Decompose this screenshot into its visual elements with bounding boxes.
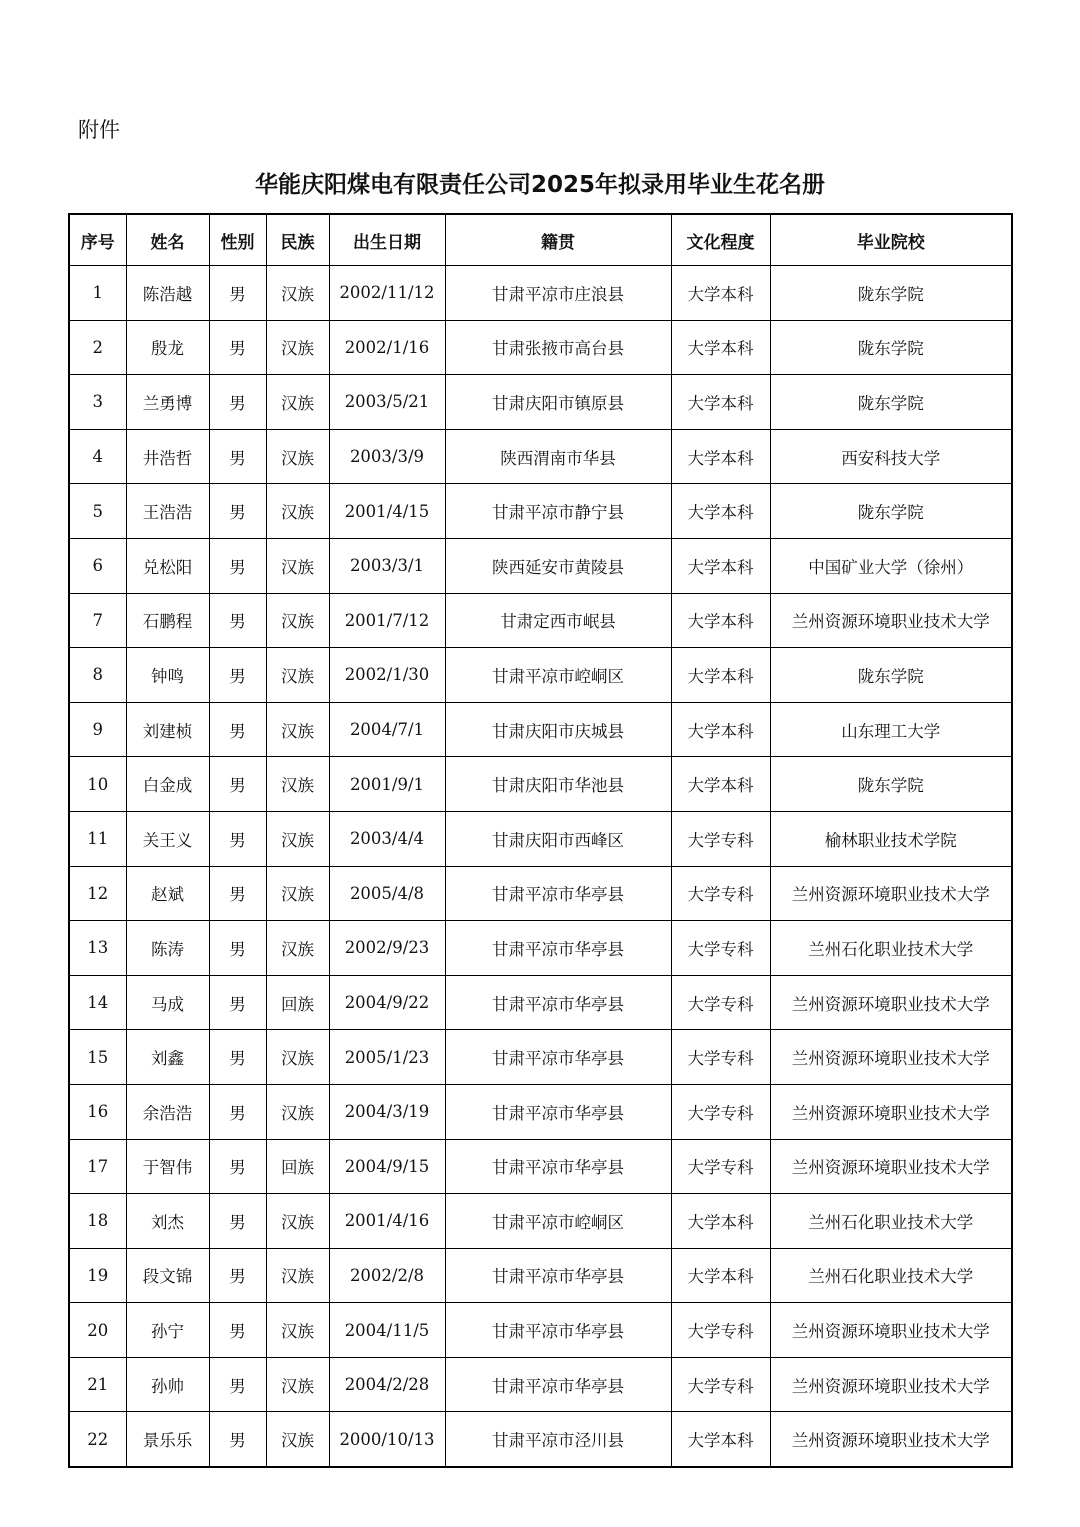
native-place-cell: 甘肃张掖市高台县 [445,320,671,375]
gender-cell: 男 [209,1139,266,1194]
name-cell: 刘鑫 [126,1030,209,1085]
ethnicity-cell: 回族 [266,975,329,1030]
education-level-cell: 大学本科 [671,375,770,430]
table-row [69,1030,1012,1085]
gender-cell: 男 [209,320,266,375]
serial-number-cell: 1 [69,266,126,321]
native-place-cell: 甘肃平凉市庄浪县 [445,266,671,321]
serial-number-cell: 2 [69,320,126,375]
graduated-school-cell: 陇东学院 [770,266,1012,321]
attachment-label: 附件 [78,118,120,142]
gender-cell: 男 [209,1248,266,1303]
gender-cell: 男 [209,1303,266,1358]
graduated-school-cell: 兰州资源环境职业技术大学 [770,1303,1012,1358]
serial-number-cell: 12 [69,866,126,921]
ethnicity-cell: 回族 [266,1139,329,1194]
table-row [69,1303,1012,1358]
table-header-row [69,214,1012,266]
name-cell: 刘杰 [126,1194,209,1249]
graduated-school-cell: 兰州资源环境职业技术大学 [770,1084,1012,1139]
native-place-cell: 甘肃定西市岷县 [445,593,671,648]
native-place-cell: 陕西渭南市华县 [445,429,671,484]
graduated-school-cell: 榆林职业技术学院 [770,811,1012,866]
native-place-cell: 陕西延安市黄陵县 [445,538,671,593]
education-level-cell: 大学专科 [671,1357,770,1412]
birth-date-cell: 2005/4/8 [329,866,445,921]
gender-cell: 男 [209,1030,266,1085]
table-row [69,1412,1012,1467]
serial-number-cell: 14 [69,975,126,1030]
education-level-cell: 大学专科 [671,1139,770,1194]
gender-cell: 男 [209,266,266,321]
education-level-cell: 大学专科 [671,811,770,866]
birth-date-cell: 2004/9/15 [329,1139,445,1194]
name-cell: 景乐乐 [126,1412,209,1467]
table-row [69,538,1012,593]
birth-date-cell: 2004/3/19 [329,1084,445,1139]
birth-date-cell: 2004/2/28 [329,1357,445,1412]
serial-number-cell: 7 [69,593,126,648]
ethnicity-cell: 汉族 [266,538,329,593]
name-cell: 余浩浩 [126,1084,209,1139]
ethnicity-cell: 汉族 [266,1194,329,1249]
serial-number-cell: 8 [69,648,126,703]
birth-date-cell: 2001/7/12 [329,593,445,648]
native-place-cell: 甘肃庆阳市镇原县 [445,375,671,430]
header-name: 姓名 [126,214,209,266]
native-place-cell: 甘肃平凉市华亭县 [445,1139,671,1194]
table-row [69,866,1012,921]
table-row [69,921,1012,976]
graduated-school-cell: 西安科技大学 [770,429,1012,484]
name-cell: 孙宁 [126,1303,209,1358]
birth-date-cell: 2004/11/5 [329,1303,445,1358]
native-place-cell: 甘肃平凉市华亭县 [445,1248,671,1303]
education-level-cell: 大学专科 [671,975,770,1030]
serial-number-cell: 6 [69,538,126,593]
education-level-cell: 大学本科 [671,1194,770,1249]
serial-number-cell: 13 [69,921,126,976]
ethnicity-cell: 汉族 [266,484,329,539]
graduated-school-cell: 陇东学院 [770,375,1012,430]
graduated-school-cell: 兰州资源环境职业技术大学 [770,1139,1012,1194]
gender-cell: 男 [209,593,266,648]
table-row [69,429,1012,484]
ethnicity-cell: 汉族 [266,1303,329,1358]
birth-date-cell: 2001/9/1 [329,757,445,812]
gender-cell: 男 [209,757,266,812]
header-graduated-school: 毕业院校 [770,214,1012,266]
birth-date-cell: 2002/1/16 [329,320,445,375]
ethnicity-cell: 汉族 [266,702,329,757]
serial-number-cell: 5 [69,484,126,539]
native-place-cell: 甘肃平凉市华亭县 [445,1030,671,1085]
native-place-cell: 甘肃平凉市华亭县 [445,1357,671,1412]
education-level-cell: 大学专科 [671,866,770,921]
table-row [69,484,1012,539]
header-ethnicity: 民族 [266,214,329,266]
birth-date-cell: 2003/3/1 [329,538,445,593]
serial-number-cell: 4 [69,429,126,484]
native-place-cell: 甘肃平凉市华亭县 [445,1303,671,1358]
education-level-cell: 大学本科 [671,1412,770,1467]
gender-cell: 男 [209,702,266,757]
name-cell: 白金成 [126,757,209,812]
serial-number-cell: 11 [69,811,126,866]
education-level-cell: 大学专科 [671,1030,770,1085]
birth-date-cell: 2002/1/30 [329,648,445,703]
ethnicity-cell: 汉族 [266,1357,329,1412]
serial-number-cell: 9 [69,702,126,757]
gender-cell: 男 [209,1412,266,1467]
ethnicity-cell: 汉族 [266,1084,329,1139]
graduated-school-cell: 陇东学院 [770,648,1012,703]
gender-cell: 男 [209,921,266,976]
native-place-cell: 甘肃平凉市泾川县 [445,1412,671,1467]
education-level-cell: 大学专科 [671,1303,770,1358]
table-row [69,593,1012,648]
serial-number-cell: 3 [69,375,126,430]
birth-date-cell: 2002/9/23 [329,921,445,976]
education-level-cell: 大学本科 [671,1248,770,1303]
gender-cell: 男 [209,375,266,430]
gender-cell: 男 [209,811,266,866]
ethnicity-cell: 汉族 [266,593,329,648]
gender-cell: 男 [209,1194,266,1249]
serial-number-cell: 10 [69,757,126,812]
table-row [69,1248,1012,1303]
birth-date-cell: 2001/4/15 [329,484,445,539]
birth-date-cell: 2003/3/9 [329,429,445,484]
graduated-school-cell: 兰州资源环境职业技术大学 [770,975,1012,1030]
name-cell: 孙帅 [126,1357,209,1412]
graduated-school-cell: 兰州资源环境职业技术大学 [770,1412,1012,1467]
native-place-cell: 甘肃平凉市华亭县 [445,921,671,976]
table-row [69,1194,1012,1249]
gender-cell: 男 [209,1357,266,1412]
gender-cell: 男 [209,1084,266,1139]
education-level-cell: 大学本科 [671,320,770,375]
table-row [69,757,1012,812]
birth-date-cell: 2005/1/23 [329,1030,445,1085]
graduated-school-cell: 兰州资源环境职业技术大学 [770,593,1012,648]
table-row [69,375,1012,430]
document-title: 华能庆阳煤电有限责任公司2025年拟录用毕业生花名册 [254,172,825,198]
name-cell: 段文锦 [126,1248,209,1303]
ethnicity-cell: 汉族 [266,1030,329,1085]
name-cell: 兑松阳 [126,538,209,593]
header-native-place: 籍贯 [445,214,671,266]
education-level-cell: 大学本科 [671,266,770,321]
gender-cell: 男 [209,429,266,484]
name-cell: 赵斌 [126,866,209,921]
name-cell: 石鹏程 [126,593,209,648]
gender-cell: 男 [209,975,266,1030]
name-cell: 于智伟 [126,1139,209,1194]
table-row [69,266,1012,321]
graduated-school-cell: 兰州资源环境职业技术大学 [770,1357,1012,1412]
graduated-school-cell: 兰州石化职业技术大学 [770,921,1012,976]
serial-number-cell: 22 [69,1412,126,1467]
name-cell: 钟鸣 [126,648,209,703]
serial-number-cell: 15 [69,1030,126,1085]
native-place-cell: 甘肃平凉市华亭县 [445,866,671,921]
native-place-cell: 甘肃平凉市华亭县 [445,1084,671,1139]
native-place-cell: 甘肃平凉市崆峒区 [445,1194,671,1249]
header-education-level: 文化程度 [671,214,770,266]
gender-cell: 男 [209,648,266,703]
native-place-cell: 甘肃平凉市静宁县 [445,484,671,539]
name-cell: 陈涛 [126,921,209,976]
ethnicity-cell: 汉族 [266,429,329,484]
native-place-cell: 甘肃平凉市华亭县 [445,975,671,1030]
name-cell: 陈浩越 [126,266,209,321]
header-serial-number: 序号 [69,214,126,266]
graduated-school-cell: 山东理工大学 [770,702,1012,757]
header-birth-date: 出生日期 [329,214,445,266]
birth-date-cell: 2003/4/4 [329,811,445,866]
education-level-cell: 大学本科 [671,484,770,539]
native-place-cell: 甘肃庆阳市庆城县 [445,702,671,757]
table-row [69,1084,1012,1139]
ethnicity-cell: 汉族 [266,757,329,812]
birth-date-cell: 2000/10/13 [329,1412,445,1467]
graduated-school-cell: 陇东学院 [770,757,1012,812]
table-row [69,702,1012,757]
native-place-cell: 甘肃庆阳市西峰区 [445,811,671,866]
education-level-cell: 大学本科 [671,593,770,648]
name-cell: 井浩哲 [126,429,209,484]
ethnicity-cell: 汉族 [266,1412,329,1467]
education-level-cell: 大学专科 [671,1084,770,1139]
table-row [69,648,1012,703]
graduated-school-cell: 兰州资源环境职业技术大学 [770,866,1012,921]
education-level-cell: 大学专科 [671,921,770,976]
serial-number-cell: 18 [69,1194,126,1249]
education-level-cell: 大学本科 [671,429,770,484]
gender-cell: 男 [209,484,266,539]
graduated-school-cell: 兰州资源环境职业技术大学 [770,1030,1012,1085]
table-row [69,975,1012,1030]
serial-number-cell: 17 [69,1139,126,1194]
education-level-cell: 大学本科 [671,757,770,812]
serial-number-cell: 19 [69,1248,126,1303]
education-level-cell: 大学本科 [671,538,770,593]
name-cell: 刘建桢 [126,702,209,757]
birth-date-cell: 2004/7/1 [329,702,445,757]
header-gender: 性别 [209,214,266,266]
name-cell: 殷龙 [126,320,209,375]
graduate-roster-table [68,213,1013,1468]
ethnicity-cell: 汉族 [266,811,329,866]
graduated-school-cell: 陇东学院 [770,320,1012,375]
table-row [69,1357,1012,1412]
ethnicity-cell: 汉族 [266,1248,329,1303]
table-row [69,320,1012,375]
ethnicity-cell: 汉族 [266,266,329,321]
gender-cell: 男 [209,538,266,593]
name-cell: 马成 [126,975,209,1030]
birth-date-cell: 2002/2/8 [329,1248,445,1303]
birth-date-cell: 2003/5/21 [329,375,445,430]
native-place-cell: 甘肃庆阳市华池县 [445,757,671,812]
table-body [69,266,1012,1468]
education-level-cell: 大学本科 [671,648,770,703]
birth-date-cell: 2004/9/22 [329,975,445,1030]
ethnicity-cell: 汉族 [266,375,329,430]
gender-cell: 男 [209,866,266,921]
table-row [69,811,1012,866]
name-cell: 兰勇博 [126,375,209,430]
ethnicity-cell: 汉族 [266,866,329,921]
graduated-school-cell: 陇东学院 [770,484,1012,539]
graduated-school-cell: 中国矿业大学（徐州） [770,538,1012,593]
birth-date-cell: 2002/11/12 [329,266,445,321]
graduated-school-cell: 兰州石化职业技术大学 [770,1194,1012,1249]
education-level-cell: 大学本科 [671,702,770,757]
birth-date-cell: 2001/4/16 [329,1194,445,1249]
serial-number-cell: 20 [69,1303,126,1358]
native-place-cell: 甘肃平凉市崆峒区 [445,648,671,703]
graduated-school-cell: 兰州石化职业技术大学 [770,1248,1012,1303]
serial-number-cell: 21 [69,1357,126,1412]
ethnicity-cell: 汉族 [266,648,329,703]
serial-number-cell: 16 [69,1084,126,1139]
ethnicity-cell: 汉族 [266,320,329,375]
ethnicity-cell: 汉族 [266,921,329,976]
table-row [69,1139,1012,1194]
name-cell: 王浩浩 [126,484,209,539]
name-cell: 关王义 [126,811,209,866]
